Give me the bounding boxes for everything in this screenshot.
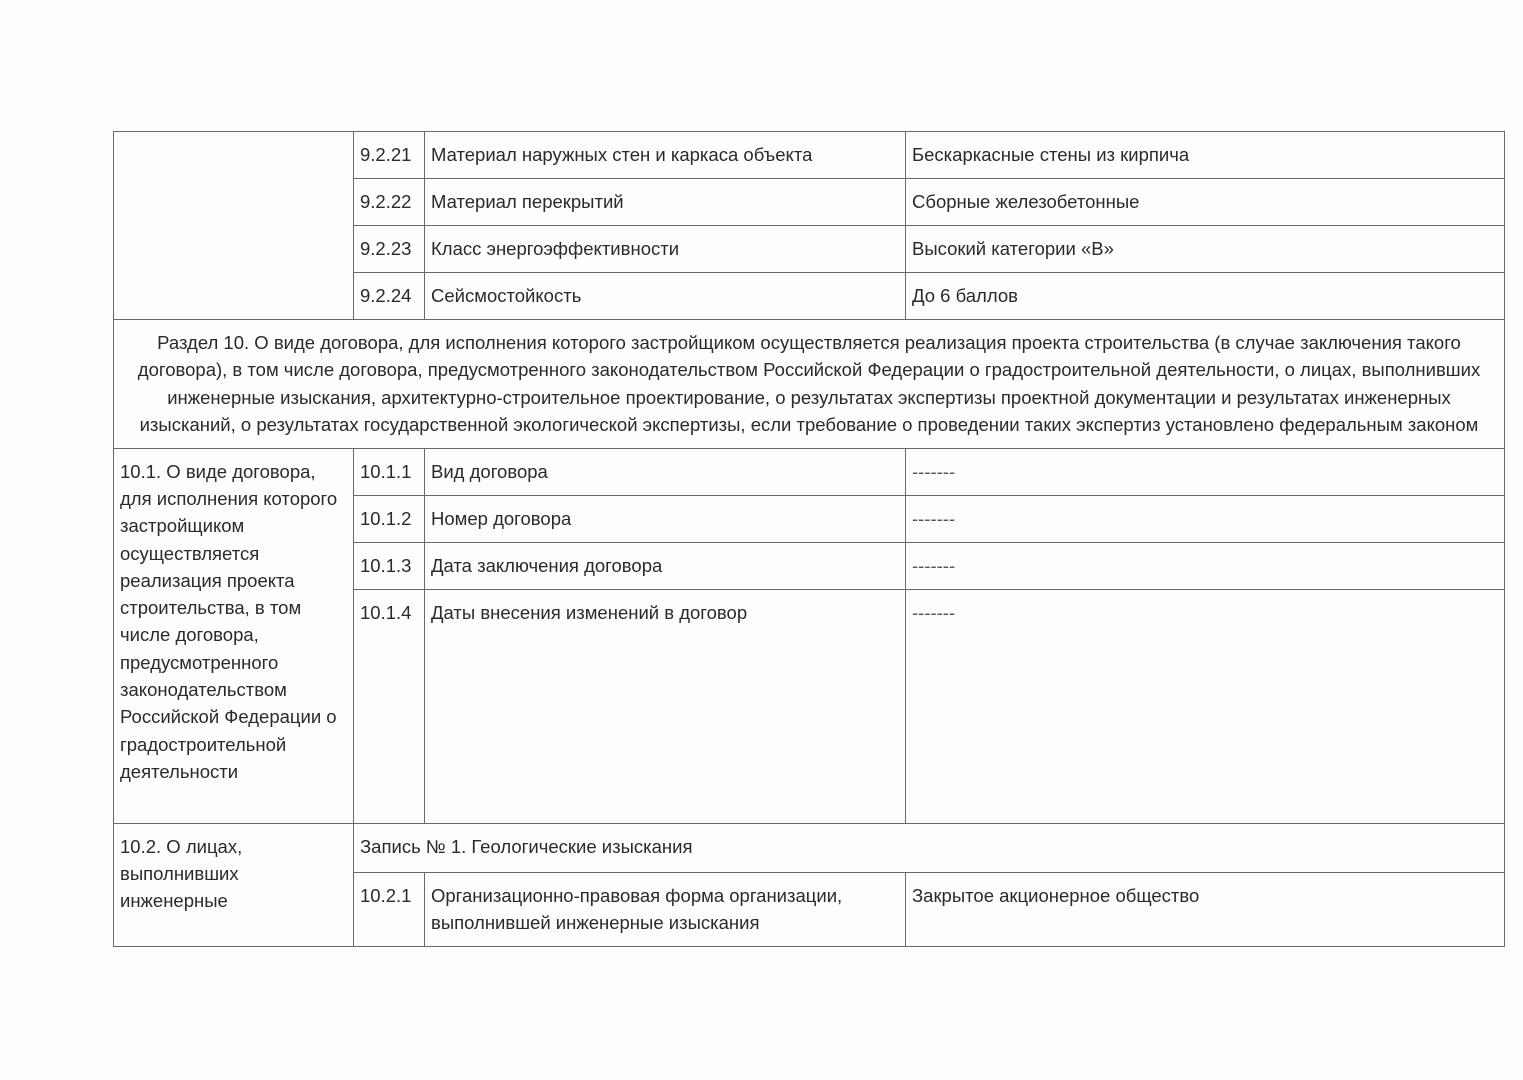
row-number: 9.2.23 bbox=[354, 226, 425, 273]
row-label: Даты внесения изменений в договор bbox=[425, 589, 906, 823]
table-row bbox=[114, 448, 1505, 495]
row-label: Вид договора bbox=[425, 448, 906, 495]
row-number: 10.1.3 bbox=[354, 542, 425, 589]
row-label: Сейсмостойкость bbox=[425, 273, 906, 320]
table-row bbox=[114, 132, 1505, 179]
row-number: 10.1.1 bbox=[354, 448, 425, 495]
row-value: ------- bbox=[906, 448, 1505, 495]
subsection-10-2-title: 10.2. О лицах, выполнивших инженерные bbox=[114, 823, 354, 946]
row-number: 10.1.4 bbox=[354, 589, 425, 823]
empty-group-cell bbox=[114, 132, 354, 320]
row-value: ------- bbox=[906, 542, 1505, 589]
row-number: 10.1.2 bbox=[354, 495, 425, 542]
row-label: Класс энергоэффективности bbox=[425, 226, 906, 273]
row-value: ------- bbox=[906, 589, 1505, 823]
disclosure-table bbox=[113, 131, 1505, 947]
row-label: Материал перекрытий bbox=[425, 179, 906, 226]
row-value: До 6 баллов bbox=[906, 273, 1505, 320]
row-label: Номер договора bbox=[425, 495, 906, 542]
record-heading: Запись № 1. Геологические изыскания bbox=[354, 823, 1505, 872]
row-value: Сборные железобетонные bbox=[906, 179, 1505, 226]
section-10-title: Раздел 10. О виде договора, для исполнения которого застройщиком осуществляется реализация проекта строительства (в случае заключения такого договора), в том числе договора, предусмотренного законодательством Российской Федерации о градостроительной деятельности, о лицах, выполнивших инженерные изыскания, архитектурно-строительное проектирование, о результатах экспертизы проектной документации и результатах инженерных изысканий, о результатах государственной экологической экспертизы, если требование о проведении таких экспертиз установлено федеральным законом bbox=[114, 320, 1505, 449]
row-value: Закрытое акционерное общество bbox=[906, 872, 1505, 946]
row-value: Высокий категории «В» bbox=[906, 226, 1505, 273]
row-value: Бескаркасные стены из кирпича bbox=[906, 132, 1505, 179]
row-number: 10.2.1 bbox=[354, 872, 425, 946]
subsection-10-1-title: 10.1. О виде договора, для исполнения которого застройщиком осуществляется реализация проекта строительства, в том числе договора, предусмотренного законодательством Российской Федерации о градостроительной деятельности bbox=[114, 448, 354, 823]
row-number: 9.2.21 bbox=[354, 132, 425, 179]
row-label: Организационно-правовая форма организации, выполнившей инженерные изыскания bbox=[425, 872, 906, 946]
section-heading-row bbox=[114, 320, 1505, 449]
row-number: 9.2.22 bbox=[354, 179, 425, 226]
row-label: Дата заключения договора bbox=[425, 542, 906, 589]
row-value: ------- bbox=[906, 495, 1505, 542]
table-row bbox=[114, 823, 1505, 872]
row-number: 9.2.24 bbox=[354, 273, 425, 320]
row-label: Материал наружных стен и каркаса объекта bbox=[425, 132, 906, 179]
